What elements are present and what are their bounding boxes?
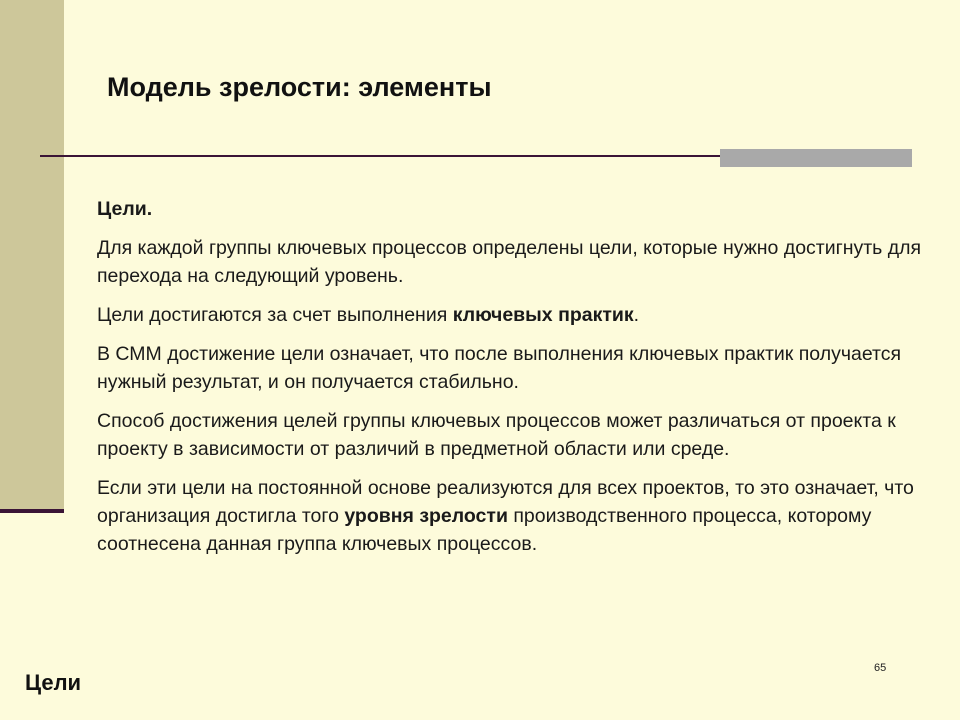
paragraph-5-end: производственного процесса, которому соотнесена данная группа ключевых процессов. — [97, 505, 872, 555]
paragraph-2-text: Цели достигаются за счет выполнения — [97, 304, 453, 326]
section-heading: Цели. — [97, 198, 153, 220]
title-accent-bar — [720, 149, 912, 167]
slide-title: Модель зрелости: элементы — [107, 72, 492, 102]
side-band-divider — [0, 509, 64, 513]
slide-caption: Цели — [25, 670, 82, 695]
slide-body — [97, 195, 927, 569]
paragraph-1: Для каждой группы ключевых процессов определены цели, которые нужно достигнуть для перехода на следующий уровень. — [97, 237, 922, 287]
paragraph-5-text: Если эти цели на постоянной основе реализуются для всех проектов, то это означает, что организация достигла того — [97, 477, 914, 527]
paragraph-5-bold: уровня зрелости — [344, 505, 508, 527]
paragraph-2 — [97, 301, 927, 329]
paragraph-3: В СММ достижение цели означает, что после выполнения ключевых практик получается нужный результат, и он получается стабильно. — [97, 343, 902, 393]
paragraph-4: Способ достижения целей группы ключевых процессов может различаться от проекта к проекту в зависимости от различий в предметной области или среде. — [97, 410, 896, 460]
side-band — [0, 0, 64, 510]
page-number: 65 — [874, 662, 887, 674]
paragraph-2-bold: ключевых практик — [452, 304, 634, 326]
paragraph-2-end: . — [633, 304, 640, 326]
paragraph-5 — [97, 474, 927, 558]
